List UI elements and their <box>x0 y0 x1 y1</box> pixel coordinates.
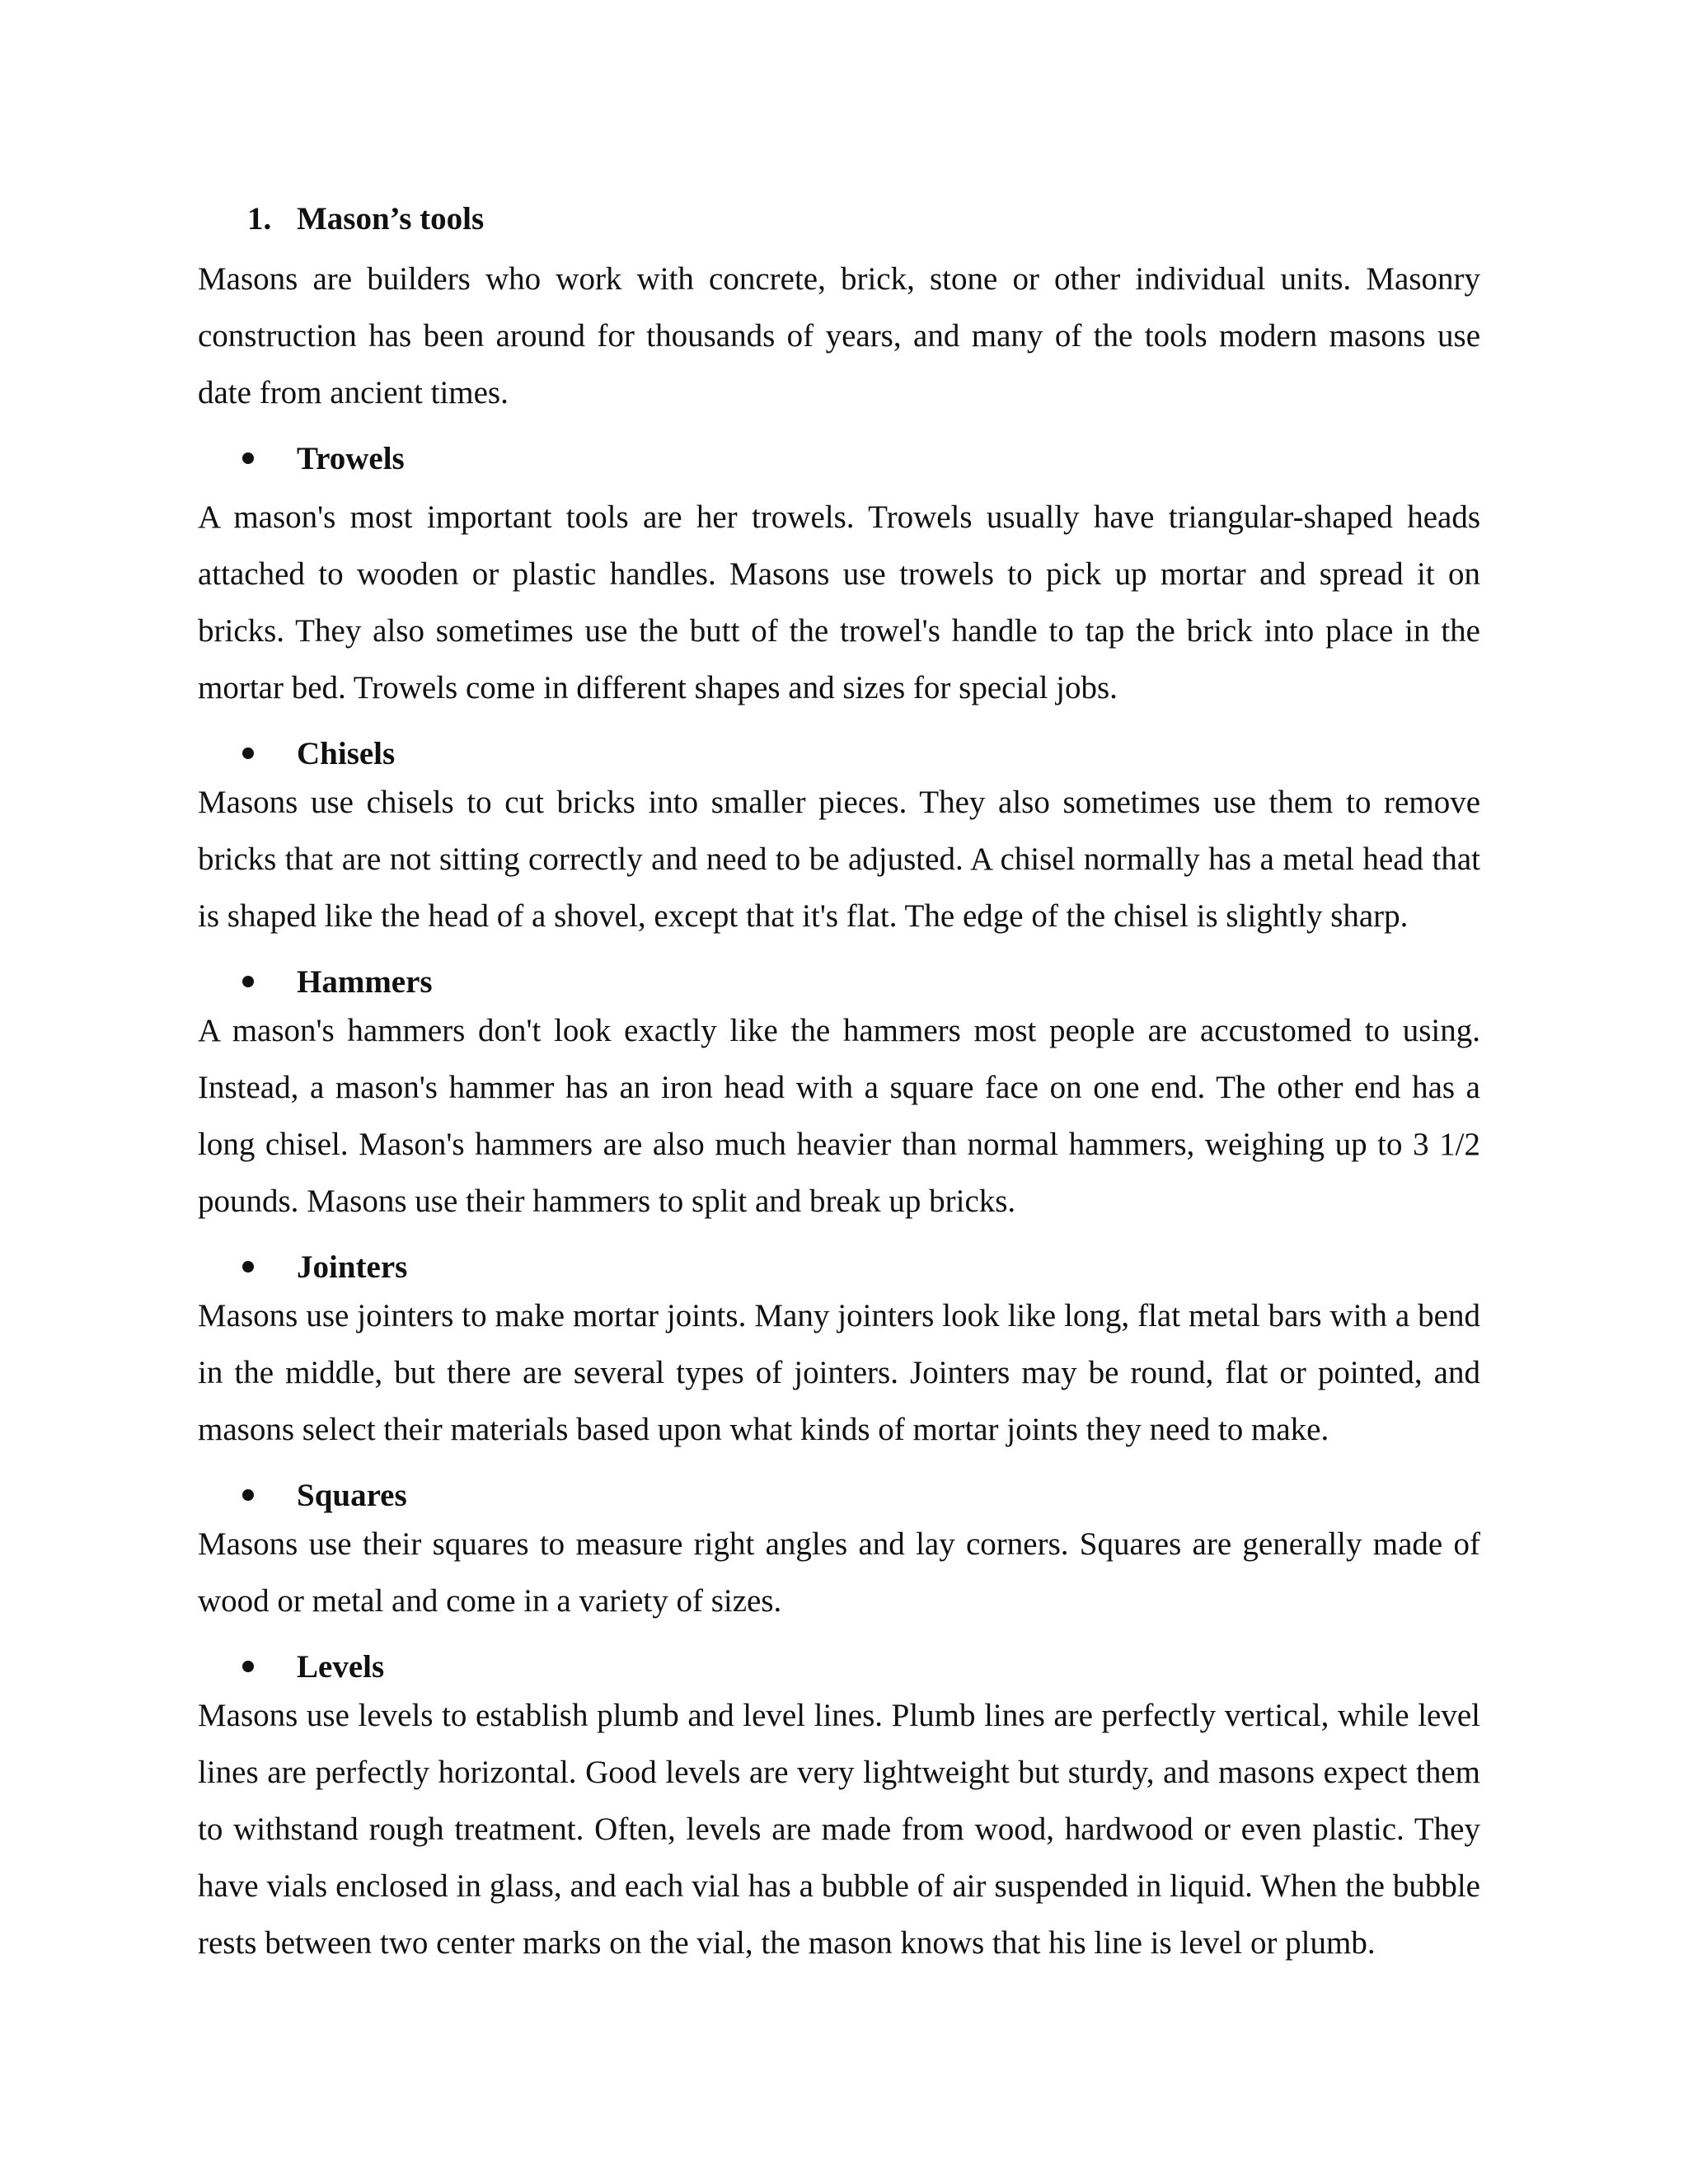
bullet-heading-text: Chisels <box>297 736 396 771</box>
section-title-text: Mason’s tools <box>297 201 485 237</box>
section-levels <box>198 1647 1480 1971</box>
intro-paragraph: Masons are builders who work with concrete, brick, stone or other individual units. Masonry construction has been around for thousands of years, and many of the tools modern masons use date from ancient times. <box>198 261 1480 410</box>
bullet-heading <box>198 734 1480 774</box>
bullet-heading-text: Trowels <box>297 441 405 476</box>
bullet-heading-text: Hammers <box>297 964 433 1000</box>
section-paragraph: A mason's hammers don't look exactly like the hammers most people are accustomed to using. Instead, a mason's hammer has an iron head with a square face on one end. The other end has a long chisel. Mason's hammers are also much heavier than normal hammers, weighing up to 3 1/2 pounds. Masons use their hammers to split and break up bricks. <box>198 1013 1480 1219</box>
bullet-heading <box>198 439 1480 479</box>
bullet-heading <box>198 963 1480 1002</box>
section-paragraph: Masons use levels to establish plumb and level lines. Plumb lines are perfectly vertical, while level lines are perfectly horizontal. Good levels are very lightweight but sturdy, and masons expect them to withstand rough treatment. Often, levels are made from wood, hardwood or even plastic. They have vials enclosed in glass, and each vial has a bubble of air suspended in liquid. When the bubble rests between two center marks on the vial, the mason knows that his line is level or plumb. <box>198 1698 1480 1961</box>
bullet-heading-text: Jointers <box>297 1249 408 1285</box>
section-chisels <box>198 734 1480 944</box>
bullet-icon <box>198 439 297 479</box>
bullet-heading-text: Levels <box>297 1649 385 1685</box>
section-hammers <box>198 963 1480 1230</box>
section-paragraph: Masons use chisels to cut bricks into smaller pieces. They also sometimes use them to remove bricks that are not sitting correctly and need to be adjusted. A chisel normally has a metal head that is shaped like the head of a shovel, except that it's flat. The edge of the chisel is slightly sharp. <box>198 785 1480 934</box>
section-paragraph: Masons use their squares to measure right angles and lay corners. Squares are generally made of wood or metal and come in a variety of sizes. <box>198 1526 1480 1619</box>
bullet-icon <box>198 1476 297 1516</box>
section-paragraph: Masons use jointers to make mortar joints. Many jointers look like long, flat metal bars with a bend in the middle, but there are several types of jointers. Jointers may be round, flat or pointed, and masons select their materials based upon what kinds of mortar joints they need to make. <box>198 1298 1480 1447</box>
section-title <box>198 196 1480 242</box>
section-jointers <box>198 1248 1480 1458</box>
bullet-heading <box>198 1248 1480 1287</box>
bullet-icon <box>198 963 297 1002</box>
section-squares <box>198 1476 1480 1629</box>
section-trowels <box>198 439 1480 716</box>
section-number: 1. <box>247 201 272 237</box>
bullet-icon <box>198 1248 297 1287</box>
bullet-heading-text: Squares <box>297 1478 407 1513</box>
bullet-icon <box>198 1647 297 1687</box>
section-paragraph: A mason's most important tools are her trowels. Trowels usually have triangular-shaped heads attached to wooden or plastic handles. Masons use trowels to pick up mortar and spread it on bricks. They also sometimes use the butt of the trowel's handle to tap the brick into place in the mortar bed. Trowels come in different shapes and sizes for special jobs. <box>198 499 1480 705</box>
bullet-icon <box>198 734 297 774</box>
bullet-heading <box>198 1476 1480 1516</box>
document-page <box>198 196 1480 1971</box>
bullet-heading <box>198 1647 1480 1687</box>
